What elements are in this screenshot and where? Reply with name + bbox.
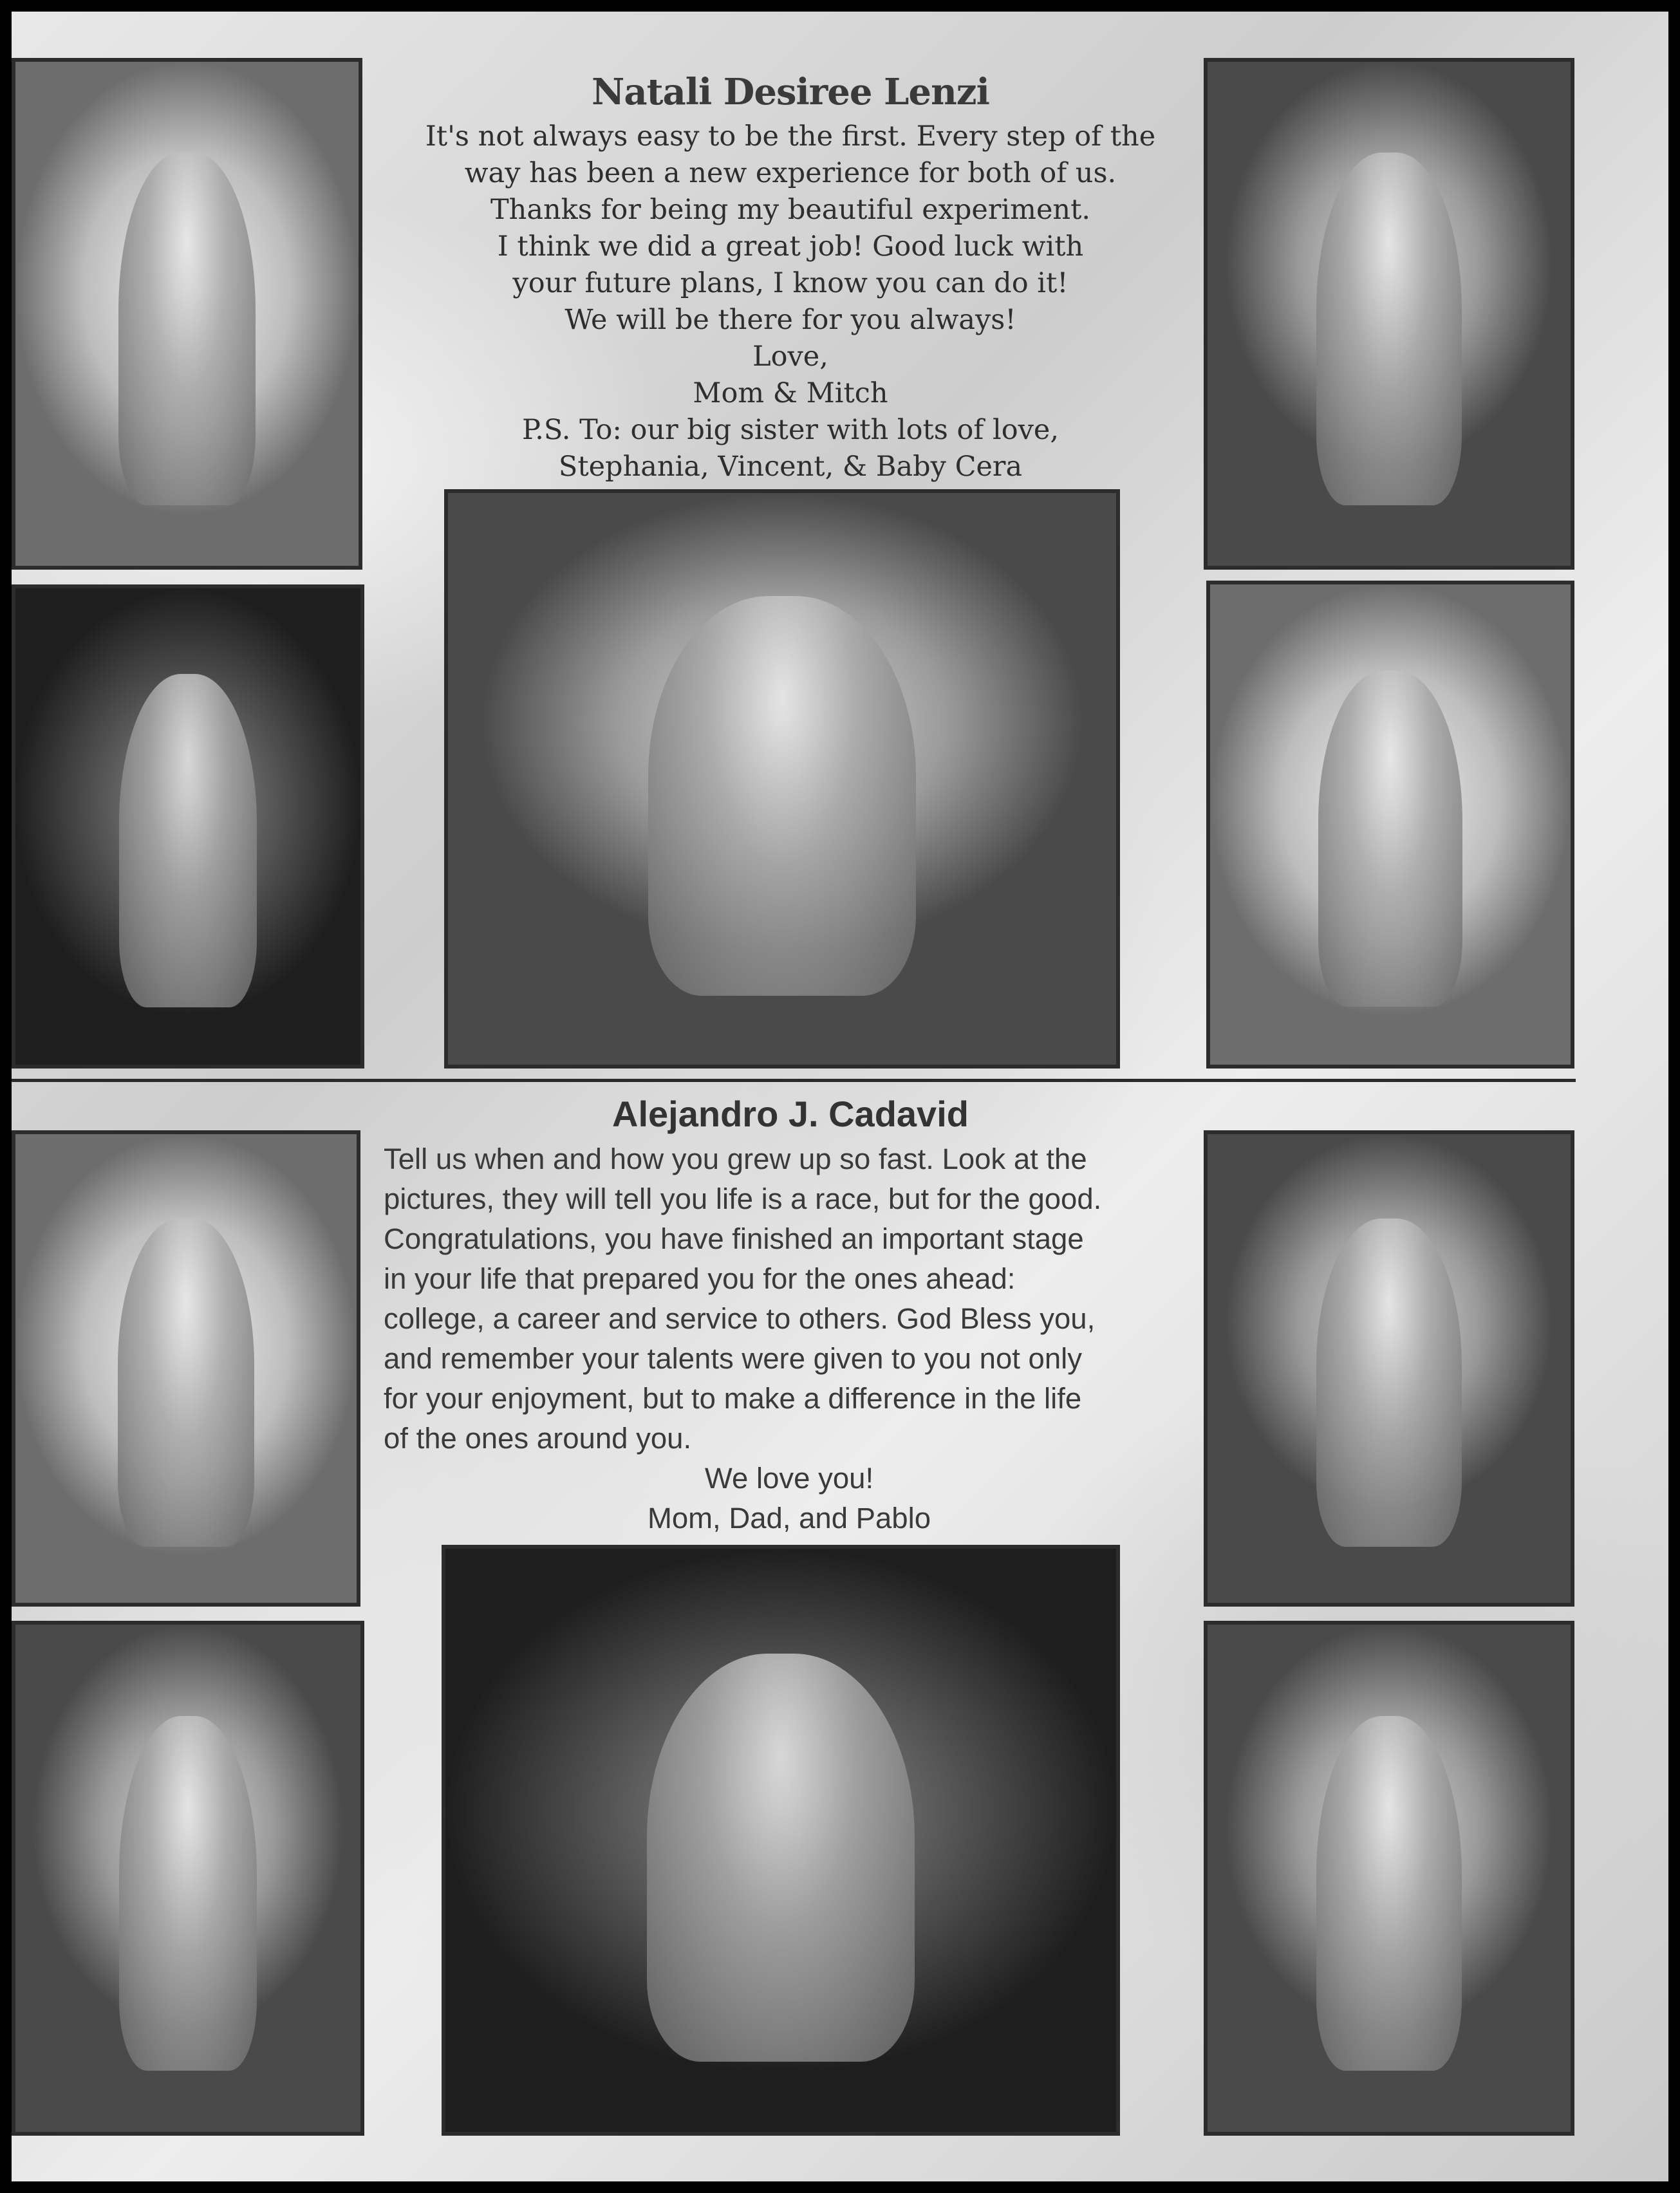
message-line: for your enjoyment, but to make a difference in the life — [384, 1382, 1082, 1415]
message-line: We will be there for you always! — [565, 304, 1016, 336]
photo-subject — [118, 153, 256, 505]
photo-girl-princess-dress — [1204, 58, 1574, 570]
message-line: I think we did a great job! Good luck with — [497, 230, 1084, 263]
photo-subject — [648, 596, 915, 996]
photo-subject — [1318, 671, 1462, 1007]
yearbook-page — [12, 12, 1668, 2181]
student-name-heading: Natali Desiree Lenzi — [592, 71, 989, 113]
photo-subject — [1316, 1218, 1462, 1547]
photo-subject — [1316, 153, 1462, 505]
message-line: of the ones around you. — [384, 1422, 692, 1455]
parent-message — [404, 118, 1177, 485]
message-line: pictures, they will tell you life is a race, but for the good. — [384, 1182, 1102, 1215]
message-line: your future plans, I know you can do it! — [512, 267, 1069, 299]
message-line: Tell us when and how you grew up so fast. Look at the — [384, 1143, 1087, 1175]
photo-baby-in-chair — [12, 1130, 360, 1607]
message-line: It's not always easy to be the first. Every step of the — [425, 120, 1156, 153]
parent-message — [384, 1139, 1195, 1538]
photo-subject — [119, 674, 257, 1007]
message-line: college, a career and service to others. God Bless you, — [384, 1302, 1096, 1335]
message-line: Mom & Mitch — [693, 377, 888, 409]
photo-subject — [1316, 1716, 1462, 2071]
message-line: Love, — [752, 341, 828, 373]
photo-family-portrait — [442, 1545, 1120, 2136]
photo-subject — [118, 1218, 254, 1547]
photo-two-boys-costumes — [12, 1621, 364, 2136]
message-line: in your life that prepared you for the ones ahead: — [384, 1262, 1016, 1295]
photo-girl-long-curly-hair — [12, 584, 364, 1069]
photo-subject — [647, 1654, 915, 2062]
photo-girl-smiling — [1206, 581, 1574, 1069]
photo-baby-bonnet — [12, 58, 362, 570]
message-line: P.S. To: our big sister with lots of love, — [521, 414, 1059, 446]
message-line: way has been a new experience for both of us. — [464, 157, 1117, 189]
photo-boy-soccer — [1204, 1130, 1574, 1607]
message-line: and remember your talents were given to you not only — [384, 1342, 1083, 1375]
photo-young-man-outdoors — [1204, 1621, 1574, 2136]
closing-line: We love you! — [704, 1462, 874, 1495]
closing-line: Mom, Dad, and Pablo — [647, 1502, 931, 1535]
section-divider — [12, 1079, 1576, 1082]
message-line: Congratulations, you have finished an important stage — [384, 1222, 1084, 1255]
photo-girl-with-flowers — [444, 489, 1120, 1069]
student-name-heading: Alejandro J. Cadavid — [612, 1094, 969, 1134]
photo-subject — [119, 1716, 257, 2071]
message-line: Stephania, Vincent, & Baby Cera — [558, 451, 1023, 483]
message-line: Thanks for being my beautiful experiment. — [490, 194, 1091, 226]
